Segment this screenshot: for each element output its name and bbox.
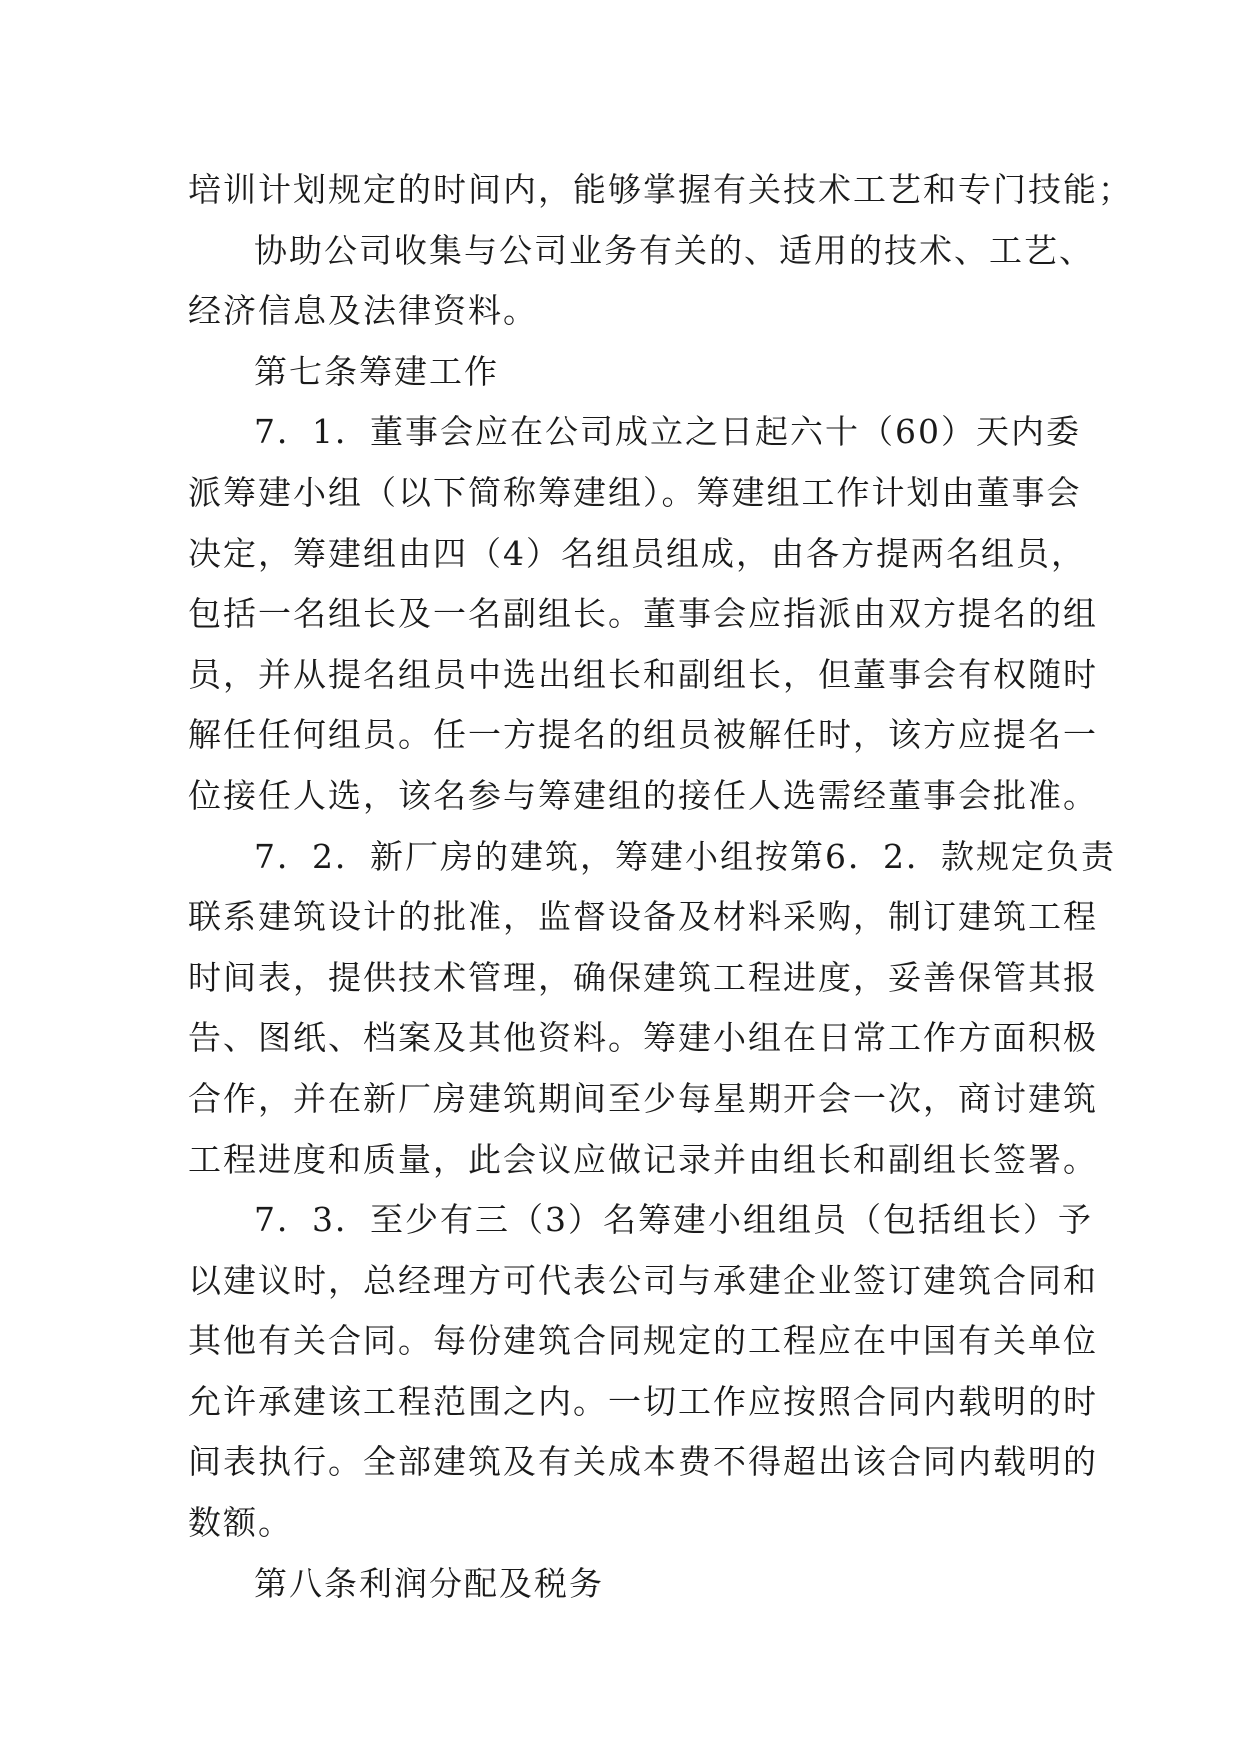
text-line: 7．1．董事会应在公司成立之日起六十（60）天内委 bbox=[254, 412, 1081, 452]
document-body bbox=[188, 160, 1133, 1614]
text-line: 联系建筑设计的批准，监督设备及材料采购，制订建筑工程 bbox=[188, 897, 1098, 937]
text-line: 数额。 bbox=[188, 1503, 293, 1543]
text-line: 工程进度和质量，此会议应做记录并由组长和副组长签署。 bbox=[188, 1139, 1098, 1179]
text-line: 7．3．至少有三（3）名筹建小组组员（包括组长）予 bbox=[254, 1200, 1093, 1240]
text-line: 时间表，提供技术管理，确保建筑工程进度，妥善保管其报 bbox=[188, 957, 1098, 997]
text-line: 位接任人选，该名参与筹建组的接任人选需经董事会批准。 bbox=[188, 775, 1098, 815]
text-line: 告、图纸、档案及其他资料。筹建小组在日常工作方面积极 bbox=[188, 1018, 1098, 1058]
section-heading: 第八条利润分配及税务 bbox=[254, 1563, 604, 1603]
text-line: 7．2．新厂房的建筑，筹建小组按第6．2．款规定负责 bbox=[254, 836, 1116, 876]
text-line: 派筹建小组（以下简称筹建组）。筹建组工作计划由董事会 bbox=[188, 472, 1082, 512]
text-line: 允许承建该工程范围之内。一切工作应按照合同内载明的时 bbox=[188, 1381, 1098, 1421]
text-line: 其他有关合同。每份建筑合同规定的工程应在中国有关单位 bbox=[188, 1321, 1098, 1361]
text-line: 员，并从提名组员中选出组长和副组长，但董事会有权随时 bbox=[188, 654, 1098, 694]
text-line: 决定，筹建组由四（4）名组员组成，由各方提两名组员， bbox=[188, 533, 1086, 573]
text-line: 培训计划规定的时间内，能够掌握有关技术工艺和专门技能； bbox=[188, 170, 1133, 209]
text-line: 包括一名组长及一名副组长。董事会应指派由双方提名的组 bbox=[188, 594, 1098, 634]
section-heading: 第七条筹建工作 bbox=[254, 351, 499, 391]
text-line: 解任任何组员。任一方提名的组员被解任时，该方应提名一 bbox=[188, 715, 1098, 755]
text-line: 经济信息及法律资料。 bbox=[188, 291, 538, 331]
text-line: 间表执行。全部建筑及有关成本费不得超出该合同内载明的 bbox=[188, 1442, 1098, 1482]
text-line: 合作，并在新厂房建筑期间至少每星期开会一次，商讨建筑 bbox=[188, 1078, 1098, 1118]
text-line: 协助公司收集与公司业务有关的、适用的技术、工艺、 bbox=[254, 230, 1094, 270]
text-line: 以建议时，总经理方可代表公司与承建企业签订建筑合同和 bbox=[188, 1260, 1098, 1300]
